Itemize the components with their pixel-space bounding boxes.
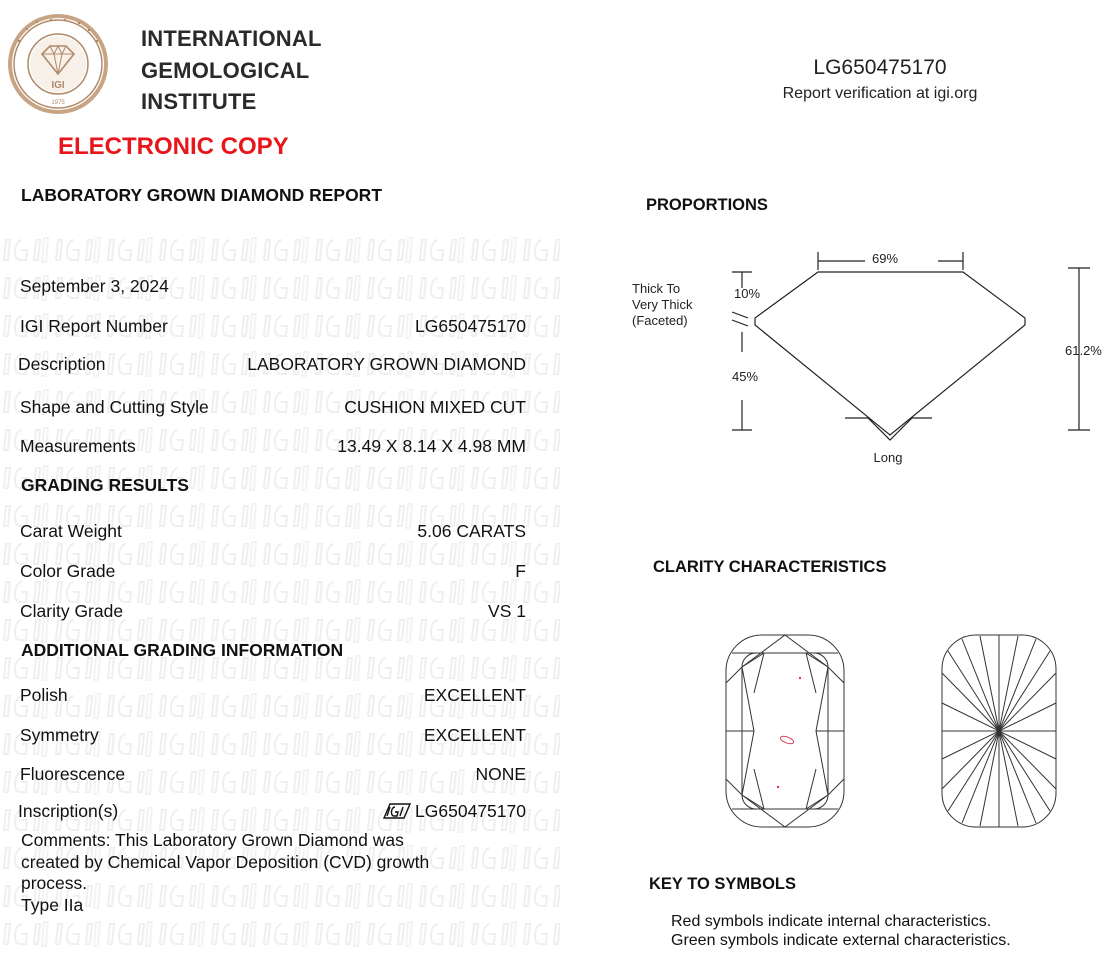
proportions-heading: PROPORTIONS <box>646 196 768 214</box>
inscription-value: LG650475170 <box>415 801 526 821</box>
grading-label: Color Grade <box>20 561 116 581</box>
grading-row-clarity <box>20 601 526 625</box>
girdle-line-2: Very Thick <box>632 297 693 312</box>
svg-text:IGI: IGI <box>51 80 65 91</box>
institute-name-line-1: INTERNATIONAL <box>141 26 322 51</box>
additional-value: EXCELLENT <box>423 725 526 745</box>
detail-row-shape <box>20 397 526 421</box>
additional-label: Symmetry <box>20 725 99 745</box>
comment-line: created by Chemical Vapor Deposition (CVD) growth <box>21 851 430 872</box>
detail-label: Measurements <box>20 436 136 456</box>
grading-label: Carat Weight <box>20 521 122 541</box>
report-date: September 3, 2024 <box>20 276 169 296</box>
grading-results-heading: GRADING RESULTS <box>21 475 189 495</box>
detail-value: 13.49 X 8.14 X 4.98 MM <box>337 436 526 456</box>
report-number-header: LG650475170 <box>813 56 947 79</box>
comment-line: process. <box>21 873 88 893</box>
additional-row-symmetry <box>20 725 526 749</box>
detail-row-description <box>18 354 526 378</box>
key-line-external: Green symbols indicate external characteristics. <box>671 932 1011 949</box>
culet-size: Long <box>873 450 903 465</box>
detail-row-report-number <box>20 316 526 340</box>
detail-value: LG650475170 <box>415 316 526 336</box>
additional-row-polish <box>20 685 526 709</box>
detail-label: Description <box>18 354 106 374</box>
clarity-plot-crown <box>724 633 846 829</box>
detail-label: Shape and Cutting Style <box>20 397 209 417</box>
detail-value: LABORATORY GROWN DIAMOND <box>247 354 526 374</box>
key-to-symbols-heading: KEY TO SYMBOLS <box>649 875 797 893</box>
additional-value: EXCELLENT <box>423 685 526 705</box>
electronic-copy-label: ELECTRONIC COPY <box>58 133 289 160</box>
crown-percent: 10% <box>734 286 761 301</box>
comment-line: Type IIa <box>21 894 84 915</box>
detail-row-measurements <box>20 436 526 460</box>
additional-value: NONE <box>475 764 526 784</box>
report-verification-link[interactable]: Report verification at igi.org <box>782 85 978 102</box>
detail-label: IGI Report Number <box>20 316 168 336</box>
comment-line: Comments: This Laboratory Grown Diamond was <box>21 830 404 850</box>
report-title: LABORATORY GROWN DIAMOND REPORT <box>21 185 383 205</box>
grading-value: F <box>515 561 526 581</box>
institute-name-line-2: GEMOLOGICAL <box>141 58 310 83</box>
institute-name-line-3: INSTITUTE <box>141 89 257 114</box>
grading-value: VS 1 <box>488 601 526 621</box>
igi-inscription-icon <box>382 802 412 820</box>
report-date-row <box>20 276 526 300</box>
additional-grading-heading: ADDITIONAL GRADING INFORMATION <box>21 640 344 660</box>
grading-value: 5.06 CARATS <box>417 521 526 541</box>
proportions-diagram <box>620 240 1105 475</box>
grading-label: Clarity Grade <box>20 601 124 621</box>
additional-label: Polish <box>20 685 68 705</box>
girdle-line-3: (Faceted) <box>632 313 688 328</box>
girdle-line-1: Thick To <box>632 281 681 296</box>
additional-label: Inscription(s) <box>18 801 119 821</box>
total-depth-percent: 61.2% <box>1065 343 1102 358</box>
grading-row-color <box>20 561 526 585</box>
clarity-characteristics-heading: CLARITY CHARACTERISTICS <box>653 558 887 576</box>
additional-label: Fluorescence <box>20 764 126 784</box>
clarity-plot-pavilion <box>940 633 1058 829</box>
inscription-value-group <box>382 801 526 822</box>
additional-row-inscription <box>18 801 526 825</box>
pavilion-percent: 45% <box>732 369 759 384</box>
detail-value: CUSHION MIXED CUT <box>344 397 526 417</box>
additional-row-fluorescence <box>20 764 526 788</box>
key-line-internal: Red symbols indicate internal characteristics. <box>671 913 992 930</box>
key-to-symbols-text <box>671 912 1011 950</box>
svg-text:1975: 1975 <box>51 100 65 106</box>
table-percent: 69% <box>871 251 899 266</box>
comments-block <box>21 830 521 916</box>
grading-row-carat <box>20 521 526 545</box>
igi-seal-logo <box>6 12 110 116</box>
